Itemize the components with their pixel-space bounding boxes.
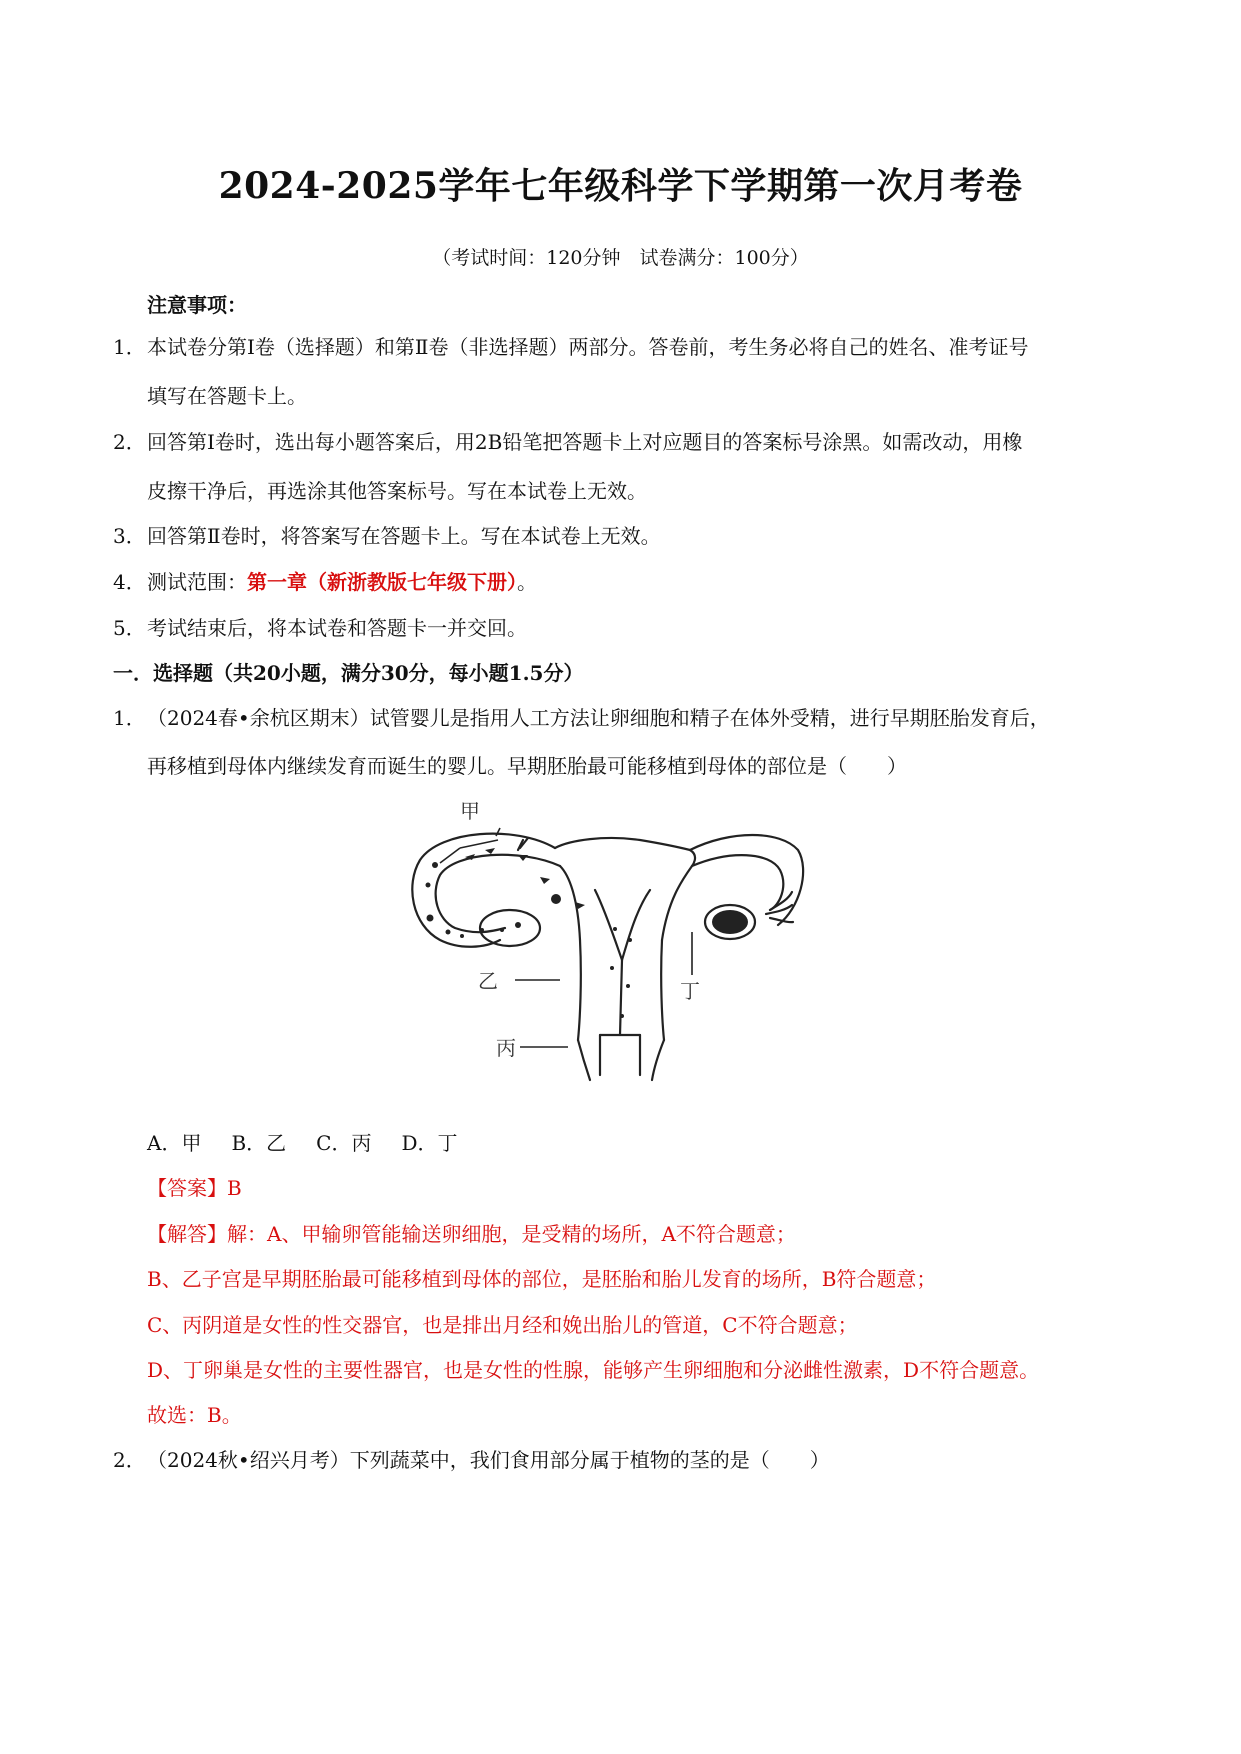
notice-item-5	[113, 614, 527, 642]
analysis-line-1: 【解答】解：A、甲输卵管能输送卵细胞，是受精的场所，A不符合题意；	[147, 1222, 796, 1246]
option-a: A．甲	[147, 1131, 202, 1155]
notice-item-number: 3．	[113, 524, 146, 548]
option-d: D．丁	[401, 1131, 458, 1155]
question-1	[113, 704, 1050, 732]
question-2	[113, 1446, 830, 1474]
section-title: 一．选择题（共20小题，满分30分，每小题1.5分）	[113, 661, 584, 685]
analysis-line-4: D、丁卵巢是女性的主要性器官，也是女性的性腺，能够产生卵细胞和分泌雌性激素，D不符合题意。	[147, 1358, 1040, 1382]
notice-item-4	[113, 568, 537, 596]
notice-item-3	[113, 522, 661, 550]
label-ding: 丁	[680, 981, 700, 1003]
analysis-conclusion: 故选：B。	[147, 1403, 242, 1427]
notice-item-text: 测试范围：	[147, 570, 247, 594]
question-number: 2．	[113, 1448, 146, 1472]
notice-item-suffix: 。	[517, 570, 537, 594]
notice-heading: 注意事项：	[147, 293, 247, 317]
option-b: B．乙	[231, 1131, 287, 1155]
test-scope: 第一章（新浙教版七年级下册）	[247, 570, 517, 594]
notice-item-1-cont: 填写在答题卡上。	[147, 384, 307, 408]
answer: 【答案】B	[147, 1176, 242, 1200]
question-1-cont: 再移植到母体内继续发育而诞生的婴儿。早期胚胎最可能移植到母体的部位是（ ）	[147, 754, 907, 778]
reproductive-system-diagram	[400, 790, 850, 1095]
notice-item-2	[113, 428, 1022, 456]
exam-info: （考试时间：120分钟 试卷满分：100分）	[432, 247, 809, 269]
label-jia: 甲	[460, 801, 480, 823]
notice-item-2-cont: 皮擦干净后，再选涂其他答案标号。写在本试卷上无效。	[147, 479, 647, 503]
label-bing: 丙	[496, 1038, 516, 1060]
question-text: （2024秋•绍兴月考）下列蔬菜中，我们食用部分属于植物的茎的是（ ）	[147, 1448, 830, 1472]
notice-item-text: 本试卷分第Ⅰ卷（选择题）和第Ⅱ卷（非选择题）两部分。答卷前，考生务必将自己的姓名、准考证号	[147, 335, 1029, 359]
analysis-line-2: B、乙子宫是早期胚胎最可能移植到母体的部位，是胚胎和胎儿发育的场所，B符合题意；	[147, 1267, 937, 1291]
question-1-options	[147, 1129, 488, 1157]
notice-item-text: 回答第Ⅱ卷时，将答案写在答题卡上。写在本试卷上无效。	[147, 524, 661, 548]
page-title: 2024-2025学年七年级科学下学期第一次月考卷	[218, 165, 1023, 207]
notice-item-text: 考试结束后，将本试卷和答题卡一并交回。	[147, 616, 527, 640]
analysis-line-3: C、丙阴道是女性的性交器官，也是排出月经和娩出胎儿的管道，C不符合题意；	[147, 1313, 858, 1337]
option-c: C．丙	[316, 1131, 372, 1155]
notice-item-text: 回答第Ⅰ卷时，选出每小题答案后，用2B铅笔把答题卡上对应题目的答案标号涂黑。如需改动，用橡	[147, 430, 1023, 454]
notice-item-number: 2．	[113, 430, 146, 454]
notice-item-1	[113, 333, 1029, 361]
question-number: 1．	[113, 706, 146, 730]
label-yi: 乙	[478, 971, 498, 993]
question-text: （2024春•余杭区期末）试管婴儿是指用人工方法让卵细胞和精子在体外受精，进行早期胚胎发育后，	[147, 706, 1050, 730]
notice-item-number: 5．	[113, 616, 146, 640]
notice-item-number: 1．	[113, 335, 146, 359]
notice-item-number: 4．	[113, 570, 146, 594]
